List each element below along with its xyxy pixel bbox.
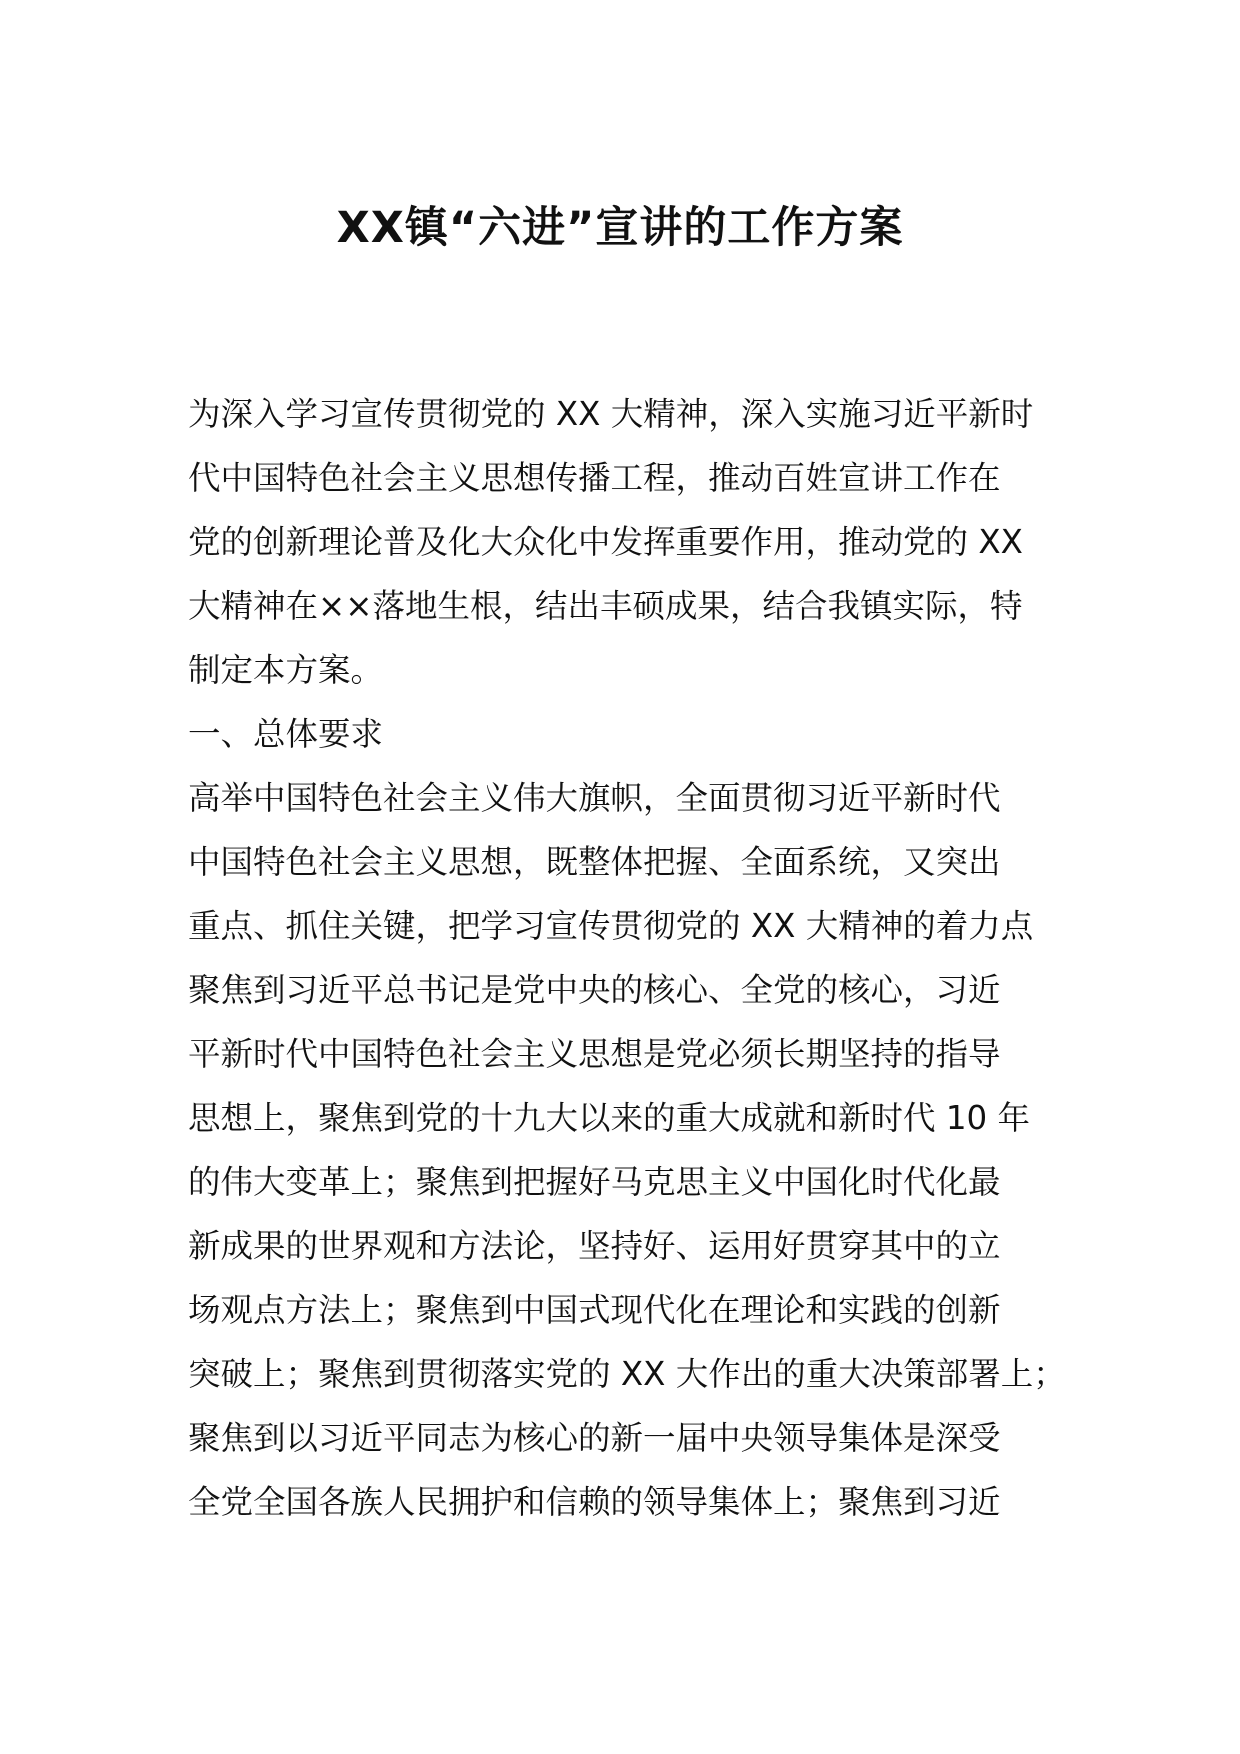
body-line: 的伟大变革上；聚焦到把握好马克思主义中国化时代化最 (188, 1163, 1001, 1201)
body-line: 思想上，聚焦到党的十九大以来的重大成就和新时代 10 年 (188, 1099, 1031, 1137)
body-line: 平新时代中国特色社会主义思想是党必须长期坚持的指导 (188, 1035, 1001, 1073)
body-line: 大精神在××落地生根，结出丰硕成果，结合我镇实际，特 (188, 587, 1023, 625)
body-line: 新成果的世界观和方法论，坚持好、运用好贯穿其中的立 (188, 1227, 1001, 1265)
document-title: XX镇“六进”宣讲的工作方案 (336, 203, 904, 253)
body-line: 突破上；聚焦到贯彻落实党的 XX 大作出的重大决策部署上； (188, 1355, 1066, 1393)
body-line: 党的创新理论普及化大众化中发挥重要作用，推动党的 XX (188, 523, 1023, 561)
body-line: 聚焦到习近平总书记是党中央的核心、全党的核心，习近 (188, 971, 1001, 1009)
body-line: 全党全国各族人民拥护和信赖的领导集体上；聚焦到习近 (188, 1483, 1001, 1521)
section-heading: 一、总体要求 (188, 715, 384, 753)
body-line: 代中国特色社会主义思想传播工程，推动百姓宣讲工作在 (188, 459, 1001, 497)
body-line: 重点、抓住关键，把学习宣传贯彻党的 XX 大精神的着力点 (188, 907, 1034, 945)
body-line: 场观点方法上；聚焦到中国式现代化在理论和实践的创新 (188, 1291, 1001, 1329)
body-line: 制定本方案。 (188, 651, 384, 689)
body-line: 为深入学习宣传贯彻党的 XX 大精神，深入实施习近平新时 (188, 395, 1034, 433)
body-line: 聚焦到以习近平同志为核心的新一届中央领导集体是深受 (188, 1419, 1001, 1457)
body-line: 高举中国特色社会主义伟大旗帜，全面贯彻习近平新时代 (188, 779, 1001, 817)
body-line: 中国特色社会主义思想，既整体把握、全面系统，又突出 (188, 843, 1001, 881)
